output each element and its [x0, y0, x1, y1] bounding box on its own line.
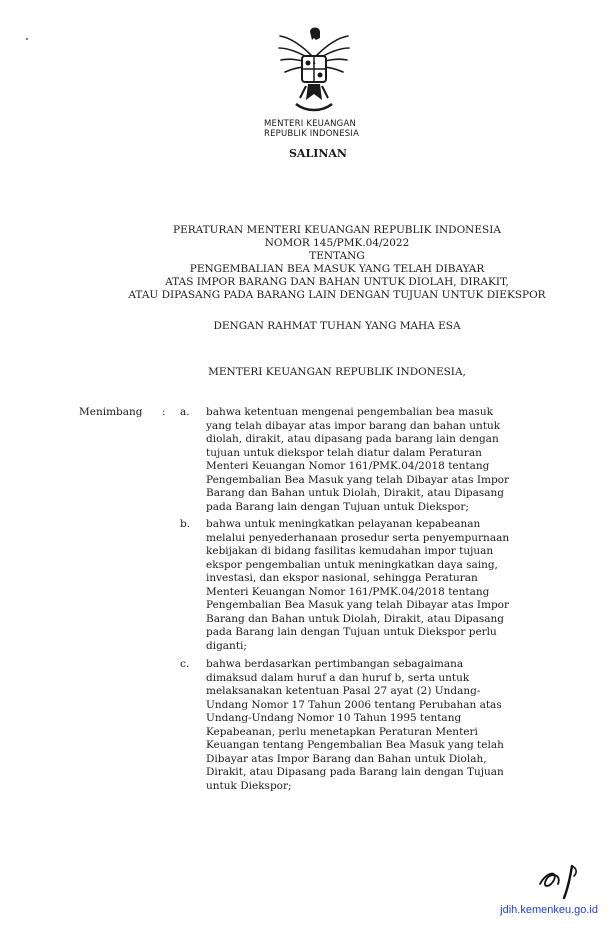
text-line: bahwa ketentuan mengenai pengembalian bea masuk — [206, 406, 493, 418]
regulation-title-line-1: PERATURAN MENTERI KEUANGAN REPUBLIK INDONESIA — [173, 224, 501, 236]
text-line: diolah, dirakit, atau dipasang pada barang lain dengan — [206, 433, 499, 445]
text-line: bahwa untuk meningkatkan pelayanan kepabeanan — [206, 518, 481, 530]
consideration-b — [206, 518, 561, 653]
text-line: yang telah dibayar atas impor barang dan bahan untuk — [206, 419, 501, 432]
text-line: diganti; — [206, 639, 247, 652]
item-marker-a: a. — [180, 406, 190, 418]
text-line: Kepabeanan, perlu menetapkan Peraturan Menteri — [206, 725, 478, 738]
regulation-subject-line-3: ATAU DIPASANG PADA BARANG LAIN DENGAN TUJUAN UNTUK DIEKSPOR — [128, 289, 546, 301]
text-line: kebijakan di bidang fasilitas kemudahan impor tujuan — [206, 545, 494, 557]
text-line: Undang-Undang Nomor 10 Tahun 1995 tentang — [206, 712, 462, 724]
text-line: Menteri Keuangan Nomor 161/PMK.04/2018 tentang — [206, 460, 490, 472]
considering-colon: : — [162, 406, 166, 418]
text-line: pada Barang lain dengan Tujuan untuk Diekspor perlu — [206, 626, 497, 638]
office-country: REPUBLIK INDONESIA — [264, 129, 360, 139]
regulation-number: NOMOR 145/PMK.04/2022 — [264, 237, 410, 249]
text-line: melalui penyederhanaan prosedur serta penyempurnaan — [206, 531, 510, 544]
office-name: MENTERI KEUANGAN — [264, 119, 357, 129]
issuer: MENTERI KEUANGAN REPUBLIK INDONESIA, — [208, 366, 466, 378]
text-line: pada Barang lain dengan Tujuan untuk Diekspor; — [206, 500, 469, 513]
regulation-subject-line-2: ATAS IMPOR BARANG DAN BAHAN UNTUK DIOLAH, DIRAKIT, — [165, 276, 509, 288]
text-line: tujuan untuk diekspor telah diatur dalam Peraturan — [206, 446, 482, 459]
source-url[interactable]: jdih.kemenkeu.go.id — [500, 904, 598, 916]
text-line: bahwa berdasarkan pertimbangan sebagaimana — [206, 658, 464, 670]
text-line: dimaksud dalam huruf a dan huruf b, serta untuk — [206, 671, 470, 684]
text-line: Barang dan Bahan untuk Diolah, Dirakit, atau Dipasang — [206, 612, 505, 625]
invocation: DENGAN RAHMAT TUHAN YANG MAHA ESA — [213, 320, 461, 332]
consideration-c — [206, 658, 561, 793]
text-line: Menteri Keuangan Nomor 161/PMK.04/2018 tentang — [206, 585, 490, 598]
regulation-subject-line-1: PENGEMBALIAN BEA MASUK YANG TELAH DIBAYAR — [189, 263, 485, 275]
text-line: Pengembalian Bea Masuk yang telah Dibayar atas Impor — [206, 473, 510, 486]
initials-mark — [536, 862, 586, 902]
text-line: untuk Diekspor; — [206, 779, 292, 792]
text-line: Dibayar atas Impor Barang dan Bahan untuk Diolah, — [206, 752, 487, 765]
garuda-emblem — [276, 26, 352, 114]
text-line: investasi, dan ekspor nasional, sehingga Peraturan — [206, 572, 478, 584]
item-marker-c: c. — [180, 658, 190, 670]
text-line: Dirakit, atau Dipasang pada Barang lain dengan Tujuan — [206, 766, 504, 778]
text-line: Keuangan tentang Pengembalian Bea Masuk yang telah — [206, 739, 504, 751]
text-line: ekspor pengembalian untuk meningkatkan daya saing, — [206, 558, 498, 571]
regulation-about: TENTANG — [309, 250, 365, 262]
text-line: Undang Nomor 17 Tahun 2006 tentang Perubahan atas — [206, 698, 502, 711]
considering-label: Menimbang — [79, 406, 143, 418]
scan-speck — [26, 38, 28, 40]
text-line: melaksanakan ketentuan Pasal 27 ayat (2) Undang- — [206, 685, 481, 697]
item-marker-b: b. — [180, 518, 191, 530]
text-line: Pengembalian Bea Masuk yang telah Dibayar atas Impor — [206, 599, 510, 611]
consideration-a — [206, 406, 561, 514]
text-line: Barang dan Bahan untuk Diolah, Dirakit, atau Dipasang — [206, 487, 505, 499]
copy-mark: SALINAN — [288, 147, 347, 160]
